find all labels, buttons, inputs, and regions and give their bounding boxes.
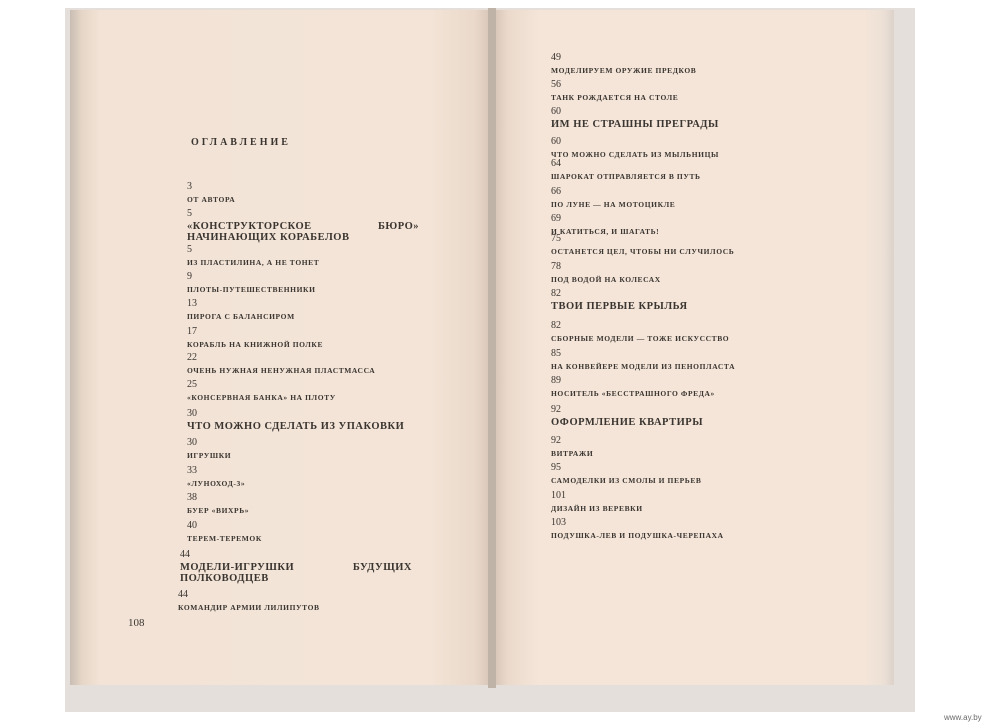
toc-entry-page: 30 bbox=[187, 408, 197, 419]
toc-entry-page: 60 bbox=[551, 106, 561, 117]
toc-entry-page: 49 bbox=[551, 52, 561, 63]
toc-entry-page: 78 bbox=[551, 261, 561, 272]
toc-entry-page: 25 bbox=[187, 379, 197, 390]
toc-entry bbox=[180, 550, 412, 584]
toc-entry-title: ЧТО МОЖНО СДЕЛАТЬ ИЗ УПАКОВКИ bbox=[187, 421, 405, 432]
toc-entry-title: СБОРНЫЕ МОДЕЛИ — ТОЖЕ ИСКУССТВО bbox=[551, 334, 730, 343]
toc-entry-title: МОДЕЛИ-ИГРУШКИ БУДУЩИХ ПОЛКОВОДЦЕВ bbox=[180, 562, 412, 584]
toc-entry-title: ВИТРАЖИ bbox=[551, 449, 594, 458]
toc-entry bbox=[187, 493, 249, 516]
toc-entry bbox=[551, 80, 678, 103]
toc-entry bbox=[187, 327, 323, 350]
toc-entry-page: 92 bbox=[551, 404, 561, 415]
toc-entry bbox=[187, 466, 245, 489]
toc-entry-title: БУЕР «ВИХРЬ» bbox=[187, 506, 250, 515]
toc-entry-page: 38 bbox=[187, 492, 197, 503]
toc-entry bbox=[187, 521, 262, 544]
toc-entry-page: 44 bbox=[180, 549, 190, 560]
toc-entry-title: ПЛОТЫ-ПУТЕШЕСТВЕННИКИ bbox=[187, 285, 316, 294]
toc-entry bbox=[551, 262, 661, 285]
toc-entry-title: ПОД ВОДОЙ НА КОЛЕСАХ bbox=[551, 275, 661, 284]
toc-entry-title: ДИЗАЙН ИЗ ВЕРЕВКИ bbox=[551, 504, 643, 513]
toc-entry bbox=[187, 438, 231, 461]
toc-entry-page: 56 bbox=[551, 79, 561, 90]
toc-entry-title: НОСИТЕЛЬ «БЕССТРАШНОГО ФРЕДА» bbox=[551, 389, 715, 398]
toc-entry-title: ПО ЛУНЕ — НА МОТОЦИКЛЕ bbox=[551, 200, 676, 209]
toc-entry bbox=[551, 137, 719, 160]
toc-entry-page: 3 bbox=[187, 181, 192, 192]
toc-entry-title: «КОНСЕРВНАЯ БАНКА» НА ПЛОТУ bbox=[187, 393, 336, 402]
toc-entry-page: 9 bbox=[187, 271, 192, 282]
toc-entry-page: 95 bbox=[551, 462, 561, 473]
page-number: 108 bbox=[128, 617, 145, 629]
toc-entry bbox=[551, 349, 735, 372]
toc-entry bbox=[551, 159, 701, 182]
watermark-text: www.ay.by bbox=[944, 713, 982, 722]
toc-entry bbox=[187, 209, 419, 243]
toc-entry-title: ИМ НЕ СТРАШНЫ ПРЕГРАДЫ bbox=[551, 119, 719, 130]
toc-entry-title: МОДЕЛИРУЕМ ОРУЖИЕ ПРЕДКОВ bbox=[551, 66, 697, 75]
toc-entry-title: ШАРОКАТ ОТПРАВЛЯЕТСЯ В ПУТЬ bbox=[551, 172, 701, 181]
toc-entry bbox=[551, 321, 729, 344]
toc-entry-page: 92 bbox=[551, 435, 561, 446]
toc-entry-page: 89 bbox=[551, 375, 561, 386]
toc-entry-title: ТЕРЕМ-ТЕРЕМОК bbox=[187, 534, 262, 543]
toc-entry-title: ОФОРМЛЕНИЕ КВАРТИРЫ bbox=[551, 417, 703, 428]
toc-entry-title: ПОДУШКА-ЛЕВ И ПОДУШКА-ЧЕРЕПАХА bbox=[551, 531, 724, 540]
toc-entry-page: 64 bbox=[551, 158, 561, 169]
toc-entry bbox=[187, 380, 336, 403]
toc-entry-page: 69 bbox=[551, 213, 561, 224]
toc-entry-page: 66 bbox=[551, 186, 561, 197]
toc-entry-page: 17 bbox=[187, 326, 197, 337]
toc-entry bbox=[187, 272, 316, 295]
toc-entry-page: 13 bbox=[187, 298, 197, 309]
toc-entry-page: 22 bbox=[187, 352, 197, 363]
toc-entry-title: ИГРУШКИ bbox=[187, 451, 232, 460]
toc-entry bbox=[551, 234, 734, 257]
toc-entry-title: ТВОИ ПЕРВЫЕ КРЫЛЬЯ bbox=[551, 301, 688, 312]
toc-entry-title: НА КОНВЕЙЕРЕ МОДЕЛИ ИЗ ПЕНОПЛАСТА bbox=[551, 362, 736, 371]
toc-entry bbox=[551, 289, 688, 312]
toc-entry bbox=[187, 353, 375, 376]
toc-entry bbox=[178, 590, 320, 613]
toc-entry bbox=[551, 518, 724, 541]
toc-entry-page: 33 bbox=[187, 465, 197, 476]
toc-entry-page: 5 bbox=[187, 208, 192, 219]
toc-entry-title: КОРАБЛЬ НА КНИЖНОЙ ПОЛКЕ bbox=[187, 340, 324, 349]
toc-entry-page: 40 bbox=[187, 520, 197, 531]
toc-entry-title: ОЧЕНЬ НУЖНАЯ НЕНУЖНАЯ ПЛАСТМАССА bbox=[187, 366, 376, 375]
toc-entry bbox=[551, 405, 703, 428]
toc-entry bbox=[187, 409, 404, 432]
toc-entry bbox=[551, 53, 696, 76]
toc-entry bbox=[187, 245, 319, 268]
toc-entry-page: 82 bbox=[551, 288, 561, 299]
toc-entry-title: САМОДЕЛКИ ИЗ СМОЛЫ И ПЕРЬЕВ bbox=[551, 476, 702, 485]
toc-entry-title: «ЛУНОХОД-3» bbox=[187, 479, 246, 488]
toc-entry-title: «КОНСТРУКТОРСКОЕ БЮРО» НАЧИНАЮЩИХ КОРАБЕЛОВ bbox=[187, 221, 419, 243]
toc-entry-page: 101 bbox=[551, 490, 566, 501]
toc-entry-page: 103 bbox=[551, 517, 566, 528]
toc-entry-page: 82 bbox=[551, 320, 561, 331]
toc-entry-page: 85 bbox=[551, 348, 561, 359]
toc-entry-title: И КАТИТЬСЯ, И ШАГАТЬ! bbox=[551, 227, 660, 236]
toc-entry bbox=[551, 463, 702, 486]
toc-heading: ОГЛАВЛЕНИЕ bbox=[191, 137, 291, 148]
toc-entry bbox=[551, 491, 643, 514]
toc-entry-title: ТАНК РОЖДАЕТСЯ НА СТОЛЕ bbox=[551, 93, 679, 102]
toc-entry-title: ПИРОГА С БАЛАНСИРОМ bbox=[187, 312, 295, 321]
book-spine bbox=[488, 8, 496, 688]
toc-entry bbox=[187, 299, 295, 322]
toc-entry bbox=[551, 187, 675, 210]
toc-entry-title: КОМАНДИР АРМИИ ЛИЛИПУТОВ bbox=[178, 603, 320, 612]
toc-entry-title: ОТ АВТОРА bbox=[187, 195, 236, 204]
toc-entry bbox=[551, 107, 719, 130]
toc-entry-page: 44 bbox=[178, 589, 188, 600]
toc-entry bbox=[551, 376, 715, 399]
toc-entry-page: 75 bbox=[551, 233, 561, 244]
toc-entry-title: ИЗ ПЛАСТИЛИНА, А НЕ ТОНЕТ bbox=[187, 258, 320, 267]
toc-entry-title: ЧТО МОЖНО СДЕЛАТЬ ИЗ МЫЛЬНИЦЫ bbox=[551, 150, 720, 159]
toc-entry-title: ОСТАНЕТСЯ ЦЕЛ, ЧТОБЫ НИ СЛУЧИЛОСЬ bbox=[551, 247, 735, 256]
toc-entry bbox=[187, 182, 235, 205]
toc-entry-page: 60 bbox=[551, 136, 561, 147]
toc-entry-page: 30 bbox=[187, 437, 197, 448]
toc-entry bbox=[551, 436, 593, 459]
toc-entry-page: 5 bbox=[187, 244, 192, 255]
